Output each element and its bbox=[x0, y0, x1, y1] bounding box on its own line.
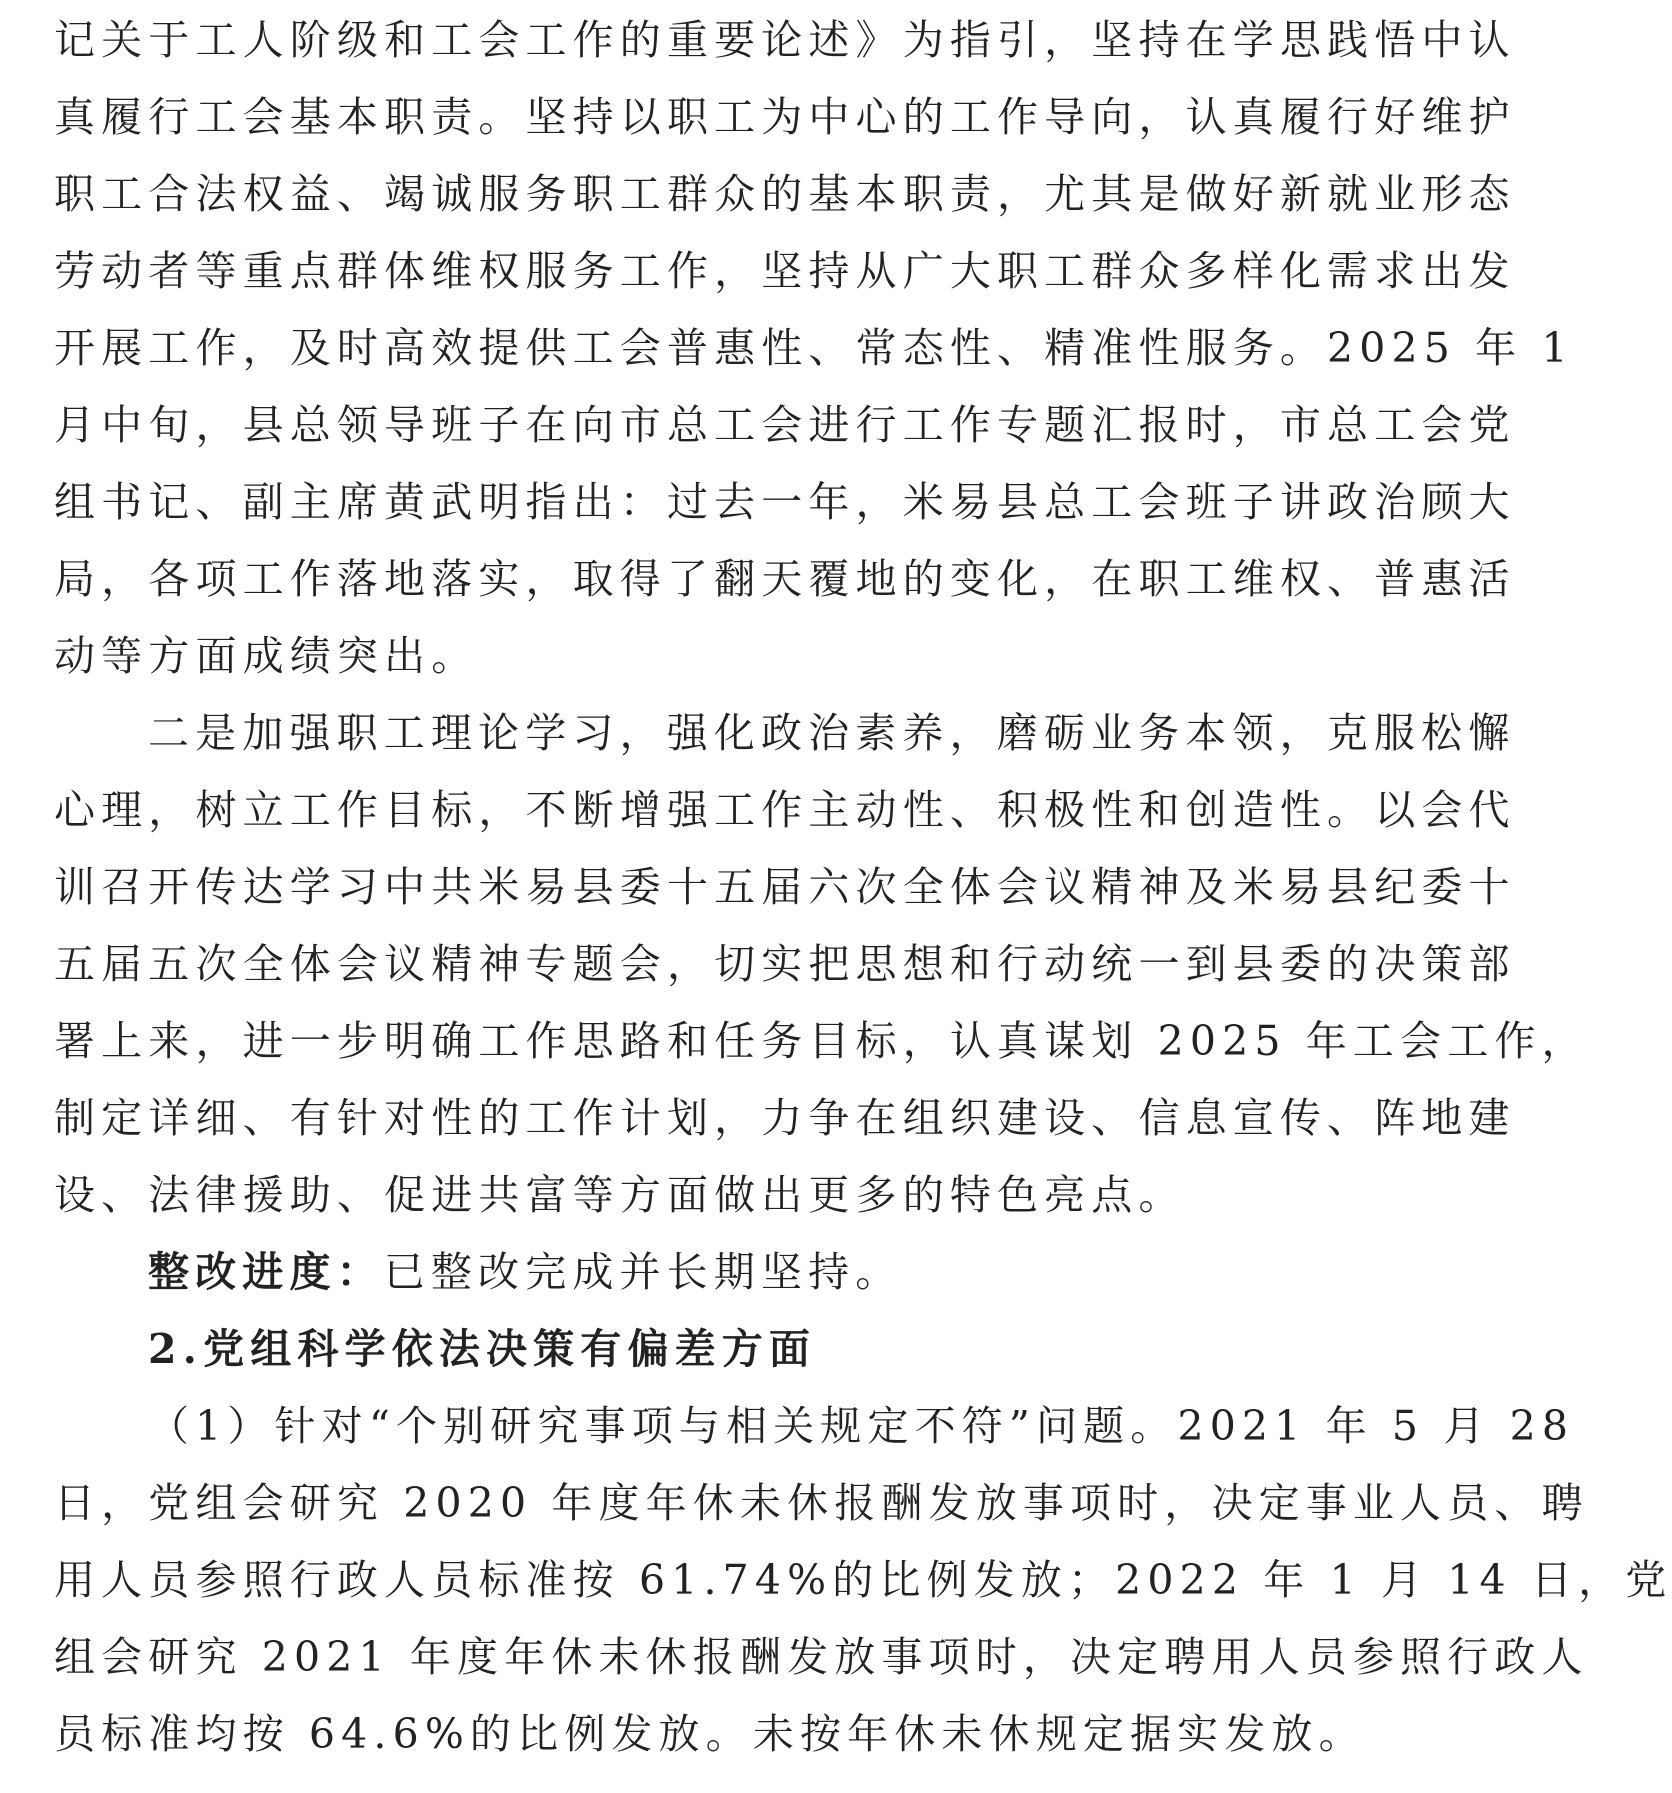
text-line: 心理，树立工作目标，不断增强工作主动性、积极性和创造性。以会代 bbox=[54, 786, 1516, 834]
text-line: 职工合法权益、竭诚服务职工群众的基本职责，尤其是做好新就业形态 bbox=[54, 170, 1516, 218]
text-line: 制定详细、有针对性的工作计划，力争在组织建设、信息宣传、阵地建 bbox=[54, 1094, 1516, 1142]
paragraph-1 bbox=[54, 2, 1574, 695]
document-page bbox=[54, 2, 1672, 1773]
paragraph-3 bbox=[54, 1388, 1672, 1773]
progress-label: 整改进度： bbox=[148, 1248, 384, 1296]
text-line: 五届五次全体会议精神专题会，切实把思想和行动统一到县委的决策部 bbox=[54, 940, 1516, 988]
text-line: 组会研究 2021 年度年休未休报酬发放事项时，决定聘用人员参照行政人 bbox=[54, 1633, 1589, 1681]
progress-value: 已整改完成并长期坚持。 bbox=[383, 1248, 903, 1296]
text-line: （1）针对“个别研究事项与相关规定不符”问题。2021 年 5 月 28 bbox=[148, 1402, 1575, 1450]
text-line: 员标准均按 64.6%的比例发放。未按年休未休规定据实发放。 bbox=[54, 1710, 1366, 1758]
section-heading: 2.党组科学依法决策有偏差方面 bbox=[148, 1325, 817, 1373]
text-line: 用人员参照行政人员标准按 61.74%的比例发放；2022 年 1 月 14 日，党 bbox=[54, 1556, 1672, 1604]
text-line: 局，各项工作落地落实，取得了翻天覆地的变化，在职工维权、普惠活 bbox=[54, 555, 1516, 603]
text-line: 组书记、副主席黄武明指出：过去一年，米易县总工会班子讲政治顾大 bbox=[54, 478, 1516, 526]
paragraph-2 bbox=[54, 695, 1589, 1234]
text-line: 日，党组会研究 2020 年度年休未休报酬发放事项时，决定事业人员、聘 bbox=[54, 1479, 1589, 1527]
text-line: 动等方面成绩突出。 bbox=[54, 632, 479, 680]
text-line: 训召开传达学习中共米易县委十五届六次全体会议精神及米易县纪委十 bbox=[54, 863, 1516, 911]
text-line: 真履行工会基本职责。坚持以职工为中心的工作导向，认真履行好维护 bbox=[54, 93, 1516, 141]
text-line: 署上来，进一步明确工作思路和任务目标，认真谋划 2025 年工会工作， bbox=[54, 1017, 1589, 1065]
text-line: 开展工作，及时高效提供工会普惠性、常态性、精准性服务。2025 年 1 bbox=[54, 324, 1574, 372]
text-line: 设、法律援助、促进共富等方面做出更多的特色亮点。 bbox=[54, 1171, 1186, 1219]
text-line: 劳动者等重点群体维权服务工作，坚持从广大职工群众多样化需求出发 bbox=[54, 247, 1516, 295]
text-line: 月中旬，县总领导班子在向市总工会进行工作专题汇报时，市总工会党 bbox=[54, 401, 1516, 449]
progress-line bbox=[54, 1234, 1502, 1311]
text-line: 二是加强职工理论学习，强化政治素养，磨砺业务本领，克服松懈 bbox=[148, 709, 1516, 757]
text-line: 记关于工人阶级和工会工作的重要论述》为指引，坚持在学思践悟中认 bbox=[54, 16, 1516, 64]
